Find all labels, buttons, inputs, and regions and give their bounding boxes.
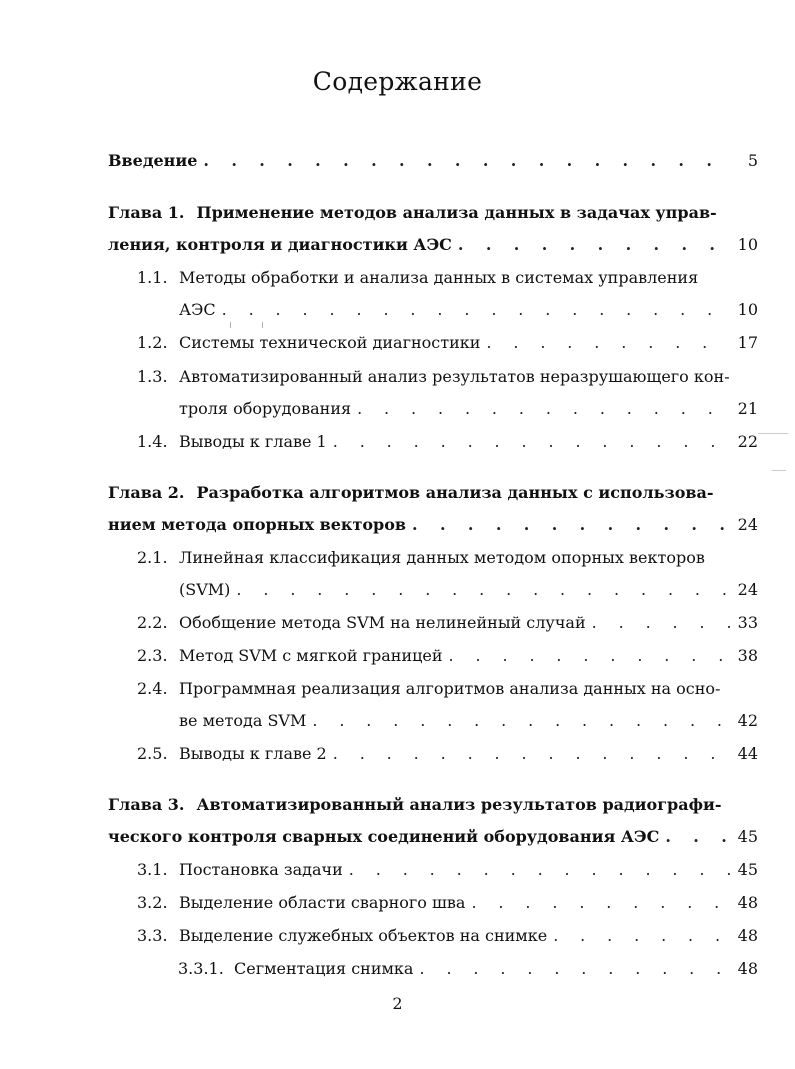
section-number: 2.3. [137,646,168,665]
section-title: Выделение области сварного шва [179,893,466,912]
section-number: 1.3. [137,367,168,386]
page-number: 2 [392,994,403,1013]
chapter-title-cont: ческого контроля сварных соединений оборудования АЭС [108,827,660,846]
toc-section-3-3[interactable] [137,925,758,947]
leader-dots [349,859,730,881]
leader-dots [236,579,730,601]
section-number: 3.2. [137,893,168,912]
toc-section-3-2[interactable] [137,892,758,914]
toc-page: 44 [737,744,758,763]
toc-page: 21 [737,399,758,418]
leader-dots [449,645,730,667]
toc-section-2-1-line1[interactable] [137,547,758,569]
toc-chapter-2-line2[interactable] [108,514,758,536]
leader-dots [333,743,730,765]
toc-chapter-2-line1[interactable] [108,482,758,504]
toc-page: 48 [737,926,758,945]
toc-page: 10 [737,300,758,319]
section-number: 2.2. [137,613,168,632]
section-number: 3.1. [137,860,168,879]
subsection-title: Сегментация снимка [234,959,414,978]
toc-page: 10 [737,235,758,254]
leader-dots [553,925,730,947]
chapter-title: Автоматизированный анализ результатов радиографи- [196,795,722,814]
page-title: Содержание [312,67,483,96]
leader-dots [471,892,730,914]
toc-subsection-3-3-1[interactable] [178,958,758,980]
leader-dots [333,431,730,453]
toc-page: 33 [737,613,758,632]
toc-page: 24 [737,515,758,534]
section-number: 2.5. [137,744,168,763]
section-number: 2.4. [137,679,168,698]
toc-label: Введение [108,151,198,170]
section-number: 1.4. [137,432,168,451]
section-title-cont: (SVM) [179,580,231,599]
scan-speck [758,433,788,434]
toc-chapter-3-line1[interactable] [108,794,758,816]
toc-page: 5 [747,151,758,170]
scan-speck [772,470,786,471]
toc-section-1-2[interactable] [137,332,758,354]
toc-section-1-4[interactable] [137,431,758,453]
toc-page: 48 [737,893,758,912]
leader-dots [222,299,730,321]
toc-chapter-1-line1[interactable] [108,202,758,224]
toc-page: 24 [737,580,758,599]
section-title: Метод SVM с мягкой границей [179,646,443,665]
leader-dots [357,398,730,420]
toc-page: 45 [737,827,758,846]
scan-speck [262,322,263,328]
toc-page: 45 [737,860,758,879]
section-title: Обобщение метода SVM на нелинейный случай [179,613,586,632]
toc-page: 38 [737,646,758,665]
toc-page: 48 [737,959,758,978]
chapter-title-cont: нием метода опорных векторов [108,515,407,534]
chapter-number: Глава 2. [108,483,185,502]
section-title: Выделение служебных объектов на снимке [179,926,548,945]
toc-page: 42 [737,711,758,730]
toc-section-2-3[interactable] [137,645,758,667]
subsection-number: 3.3.1. [178,959,224,978]
scan-speck [230,322,231,328]
section-title-cont: троля оборудования [179,399,352,418]
section-number: 1.1. [137,268,168,287]
section-title: Линейная классификация данных методом опорных векторов [179,548,705,567]
toc-page: 17 [737,333,758,352]
section-title: Методы обработки и анализа данных в системах управления [179,268,699,287]
section-title: Автоматизированный анализ результатов неразрушающего кон- [179,367,730,386]
section-number: 2.1. [137,548,168,567]
toc-section-2-4-line2[interactable] [179,710,758,732]
toc-section-1-3-line1[interactable] [137,366,758,388]
leader-dots [419,958,730,980]
toc-section-2-4-line1[interactable] [137,678,758,700]
leader-dots [412,514,730,536]
toc-section-2-2[interactable] [137,612,758,634]
toc-section-1-1-line1[interactable] [137,267,758,289]
toc-chapter-3-line2[interactable] [108,826,758,848]
leader-dots [665,826,730,848]
toc-section-1-3-line2[interactable] [179,398,758,420]
leader-dots [312,710,730,732]
section-number: 1.2. [137,333,168,352]
leader-dots [486,332,730,354]
section-title: Выводы к главе 1 [179,432,327,451]
toc-section-1-1-line2[interactable] [179,299,758,321]
section-title: Постановка задачи [179,860,343,879]
section-title: Программная реализация алгоритмов анализа данных на осно- [179,679,721,698]
toc-entry-intro[interactable] [108,150,758,172]
leader-dots [458,234,730,256]
section-title: Выводы к главе 2 [179,744,327,763]
section-title: Системы технической диагностики [179,333,481,352]
chapter-title: Применение методов анализа данных в задачах управ- [196,203,717,222]
toc-chapter-1-line2[interactable] [108,234,758,256]
chapter-title: Разработка алгоритмов анализа данных с использова- [196,483,714,502]
chapter-title-cont: ления, контроля и диагностики АЭС [108,235,452,254]
leader-dots [592,612,730,634]
section-title-cont: АЭС [179,300,216,319]
toc-section-3-1[interactable] [137,859,758,881]
toc-section-2-1-line2[interactable] [179,579,758,601]
section-title-cont: ве метода SVM [179,711,307,730]
chapter-number: Глава 3. [108,795,185,814]
leader-dots [203,150,730,172]
toc-page: 22 [737,432,758,451]
chapter-number: Глава 1. [108,203,185,222]
toc-section-2-5[interactable] [137,743,758,765]
section-number: 3.3. [137,926,168,945]
